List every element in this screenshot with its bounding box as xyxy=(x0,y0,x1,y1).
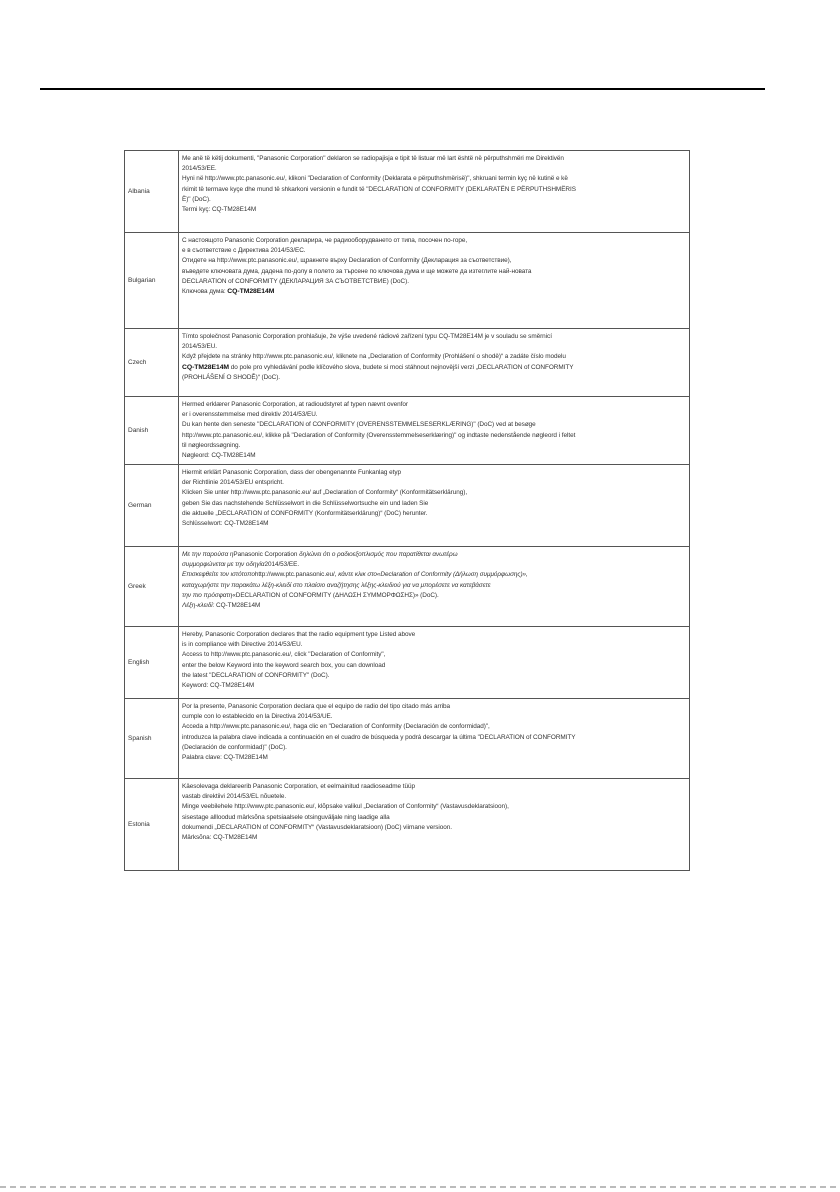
line-text: til nøgleordssøgning. xyxy=(182,441,241,449)
declaration-line xyxy=(182,185,685,195)
declaration-line xyxy=(182,722,685,732)
line-text: Me anë të këtij dokumenti, "Panasonic Corporation" deklaron se radiopajisja e tipit të listuar më lart është në përputhshmëri me Direktivën xyxy=(182,155,564,162)
line-text: Du kan hente den seneste "DECLARATION of CONFORMITY (OVERENSSTEMMELSESERKLÆRING)" (DoC) ved at besøge xyxy=(182,421,536,429)
declaration-line xyxy=(182,468,685,478)
declaration-line xyxy=(182,813,685,823)
line-text: Když přejdete na stránky http://www.ptc.panasonic.eu/, kliknete na „Declaration of Conformity (Prohlášení o shodě)“ a zadáte číslo modelu xyxy=(182,353,566,361)
language-row-spanish xyxy=(125,699,690,779)
declaration-line xyxy=(182,712,685,722)
declaration-line xyxy=(182,478,685,488)
line-text: DECLARATION of CONFORMITY (ДЕКЛАРАЦИЯ ЗА СЪОТВЕТСТВИЕ) (DoC). xyxy=(182,277,409,285)
language-row-bulgarian xyxy=(125,233,690,329)
declaration-line xyxy=(182,420,685,430)
line-text: Hermed erklærer Panasonic Corporation, at radioudstyret af typen nævnt ovenfor xyxy=(182,401,408,408)
line-text: Nøgleord: CQ-TM28E14M xyxy=(182,452,256,460)
line-text: Märksõna: CQ-TM28E14M xyxy=(182,834,258,842)
declaration-line xyxy=(182,823,685,833)
declaration-line xyxy=(182,792,685,802)
declaration-line xyxy=(182,661,685,671)
declaration-text xyxy=(179,329,690,397)
line-text: http://www.ptc.panasonic.eu/, klikke på "Declaration of Conformity (Overensstemmelseserklæring)" og indtaste nedenstående nøgleord i feltet xyxy=(182,431,576,439)
declaration-line xyxy=(182,671,685,681)
declaration-line xyxy=(182,743,685,753)
declaration-line xyxy=(182,267,685,277)
greek-italic-text: συμμορφώνεται με την οδηγία xyxy=(182,561,265,569)
line-text: Tímto společnost Panasonic Corporation prohlašuje, že výše uvedené rádiové zařízení typu CQ-TM28E14M je v souladu se směrnicí xyxy=(182,333,552,340)
language-label: Spanish xyxy=(125,699,179,779)
declaration-text xyxy=(179,779,690,871)
language-row-czech xyxy=(125,329,690,397)
language-row-german xyxy=(125,465,690,547)
line-text: geben Sie das nachstehende Schlüsselwort in die Schlüsselwortsuche ein und laden Sie xyxy=(182,499,429,507)
declaration-text xyxy=(179,627,690,699)
page-bottom-edge xyxy=(0,1186,840,1188)
line-text: vastab direktiivi 2014/53/EL nõuetele. xyxy=(182,793,287,801)
declaration-line xyxy=(182,509,685,519)
declaration-line xyxy=(182,277,685,287)
line-text: introduzca la palabra clave indicada a continuación en el cuadro de búsqueda y podrá descargar la última "DECLARATION of CONFORMITY xyxy=(182,733,576,741)
line-text: die aktuelle „DECLARATION of CONFORMITY (Konformitätserklärung)“ (DoC) herunter. xyxy=(182,509,428,517)
declaration-line xyxy=(182,782,685,792)
line-text: Panasonic Corporation xyxy=(233,551,300,558)
language-label: Estonia xyxy=(125,779,179,871)
language-row-greek xyxy=(125,547,690,627)
line-text: е в съответствие с Директива 2014/53/ЕС. xyxy=(182,247,306,255)
line-text: 2014/53/EU. xyxy=(182,343,217,351)
line-text: the latest "DECLARATION of CONFORMITY" (DoC). xyxy=(182,671,330,679)
line-text: Termi kyç: CQ-TM28E14M xyxy=(182,206,257,214)
declaration-line xyxy=(182,650,685,660)
line-text: въведете ключовата дума, дадена по-долу в полето за търсене по ключова дума и ще можете да изтеглите най-новата xyxy=(182,267,532,275)
language-label: Albania xyxy=(125,151,179,233)
declaration-text xyxy=(179,547,690,627)
declaration-text xyxy=(179,397,690,465)
declaration-line xyxy=(182,154,685,164)
keyword-bold: CQ-TM28E14M xyxy=(182,363,230,371)
line-text: Palabra clave: CQ-TM28E14M xyxy=(182,754,268,762)
line-text: er i overensstemmelse med direktiv 2014/53/EU. xyxy=(182,411,318,419)
declaration-text xyxy=(179,465,690,547)
declaration-line xyxy=(182,332,685,342)
greek-italic-text: Λέξη-κλειδί: xyxy=(182,602,215,610)
declaration-line xyxy=(182,174,685,184)
line-text: Hiermit erklärt Panasonic Corporation, dass der obengenannte Funkanlag etyp xyxy=(182,469,401,476)
line-text: (Declaración de conformidad)" (DoC). xyxy=(182,743,287,751)
line-text: dokumendi „DECLARATION of CONFORMITY“ (Vastavusdeklaratsioon) (DoC) viimane versioon. xyxy=(182,823,453,831)
language-row-albania xyxy=(125,151,690,233)
language-label: Bulgarian xyxy=(125,233,179,329)
language-label: English xyxy=(125,627,179,699)
line-text: Hyni në http://www.ptc.panasonic.eu/, klikoni "Declaration of Conformity (Deklarata e përputhshmërisë)", shkruani termin kyç në kutinë e kë xyxy=(182,175,568,183)
declaration-text xyxy=(179,699,690,779)
line-text: (PROHLÁŠENÍ O SHODĚ)“ (DoC). xyxy=(182,373,281,381)
declaration-line xyxy=(182,550,685,560)
line-text: Minge veebilehele http://www.ptc.panasonic.eu/, klõpsake valikul „Declaration of Conformity“ (Vastavusdeklaratsioon), xyxy=(182,803,509,811)
line-text: Klicken Sie unter http://www.ptc.panasonic.eu/ auf „Declaration of Conformity“ (Konformitätserklärung), xyxy=(182,489,468,497)
declaration-line xyxy=(182,570,685,580)
declaration-line xyxy=(182,601,685,611)
greek-italic-text: κάντε κλικ στο«Declaration of Conformity (Δήλωση συμμόρφωσης)», xyxy=(338,571,528,579)
line-text: «DECLARATION of CONFORMITY (ΔΗΛΩΣΗ ΣΥΜΜΟΡΦΩΣΗΣ)» (DoC). xyxy=(232,591,439,599)
header-rule xyxy=(40,88,765,90)
declaration-line xyxy=(182,733,685,743)
line-text: http://www.ptc.panasonic.eu/, xyxy=(254,571,339,579)
declaration-line xyxy=(182,488,685,498)
declaration-line xyxy=(182,256,685,266)
line-text: 2014/53/EE. xyxy=(182,165,217,173)
declaration-line xyxy=(182,236,685,246)
declaration-line xyxy=(182,352,685,362)
declaration-line xyxy=(182,681,685,691)
declaration-line xyxy=(182,591,685,601)
greek-italic-text: Επισκεφθείτε τον ιστότοπο xyxy=(182,571,255,579)
declaration-line xyxy=(182,205,685,215)
line-text: CQ-TM28E14M xyxy=(214,602,261,610)
line-text: Käesolevaga deklareerib Panasonic Corporation, et eelmainitud raadioseadme tüüp xyxy=(182,783,416,790)
declaration-line xyxy=(182,342,685,352)
declaration-line xyxy=(182,363,685,373)
declaration-line xyxy=(182,630,685,640)
declaration-line xyxy=(182,640,685,650)
declaration-text xyxy=(179,151,690,233)
declaration-line xyxy=(182,287,685,297)
line-text: Acceda a http://www.ptc.panasonic.eu/, haga clic en "Declaration of Conformity (Declaración de conformidad)", xyxy=(182,723,490,731)
line-text: der Richtlinie 2014/53/EU entspricht. xyxy=(182,479,284,487)
keyword-bold: CQ-TM28E14M xyxy=(227,288,275,296)
language-label: Greek xyxy=(125,547,179,627)
line-text: Ключова дума: xyxy=(182,288,228,296)
line-text: Keyword: CQ-TM28E14M xyxy=(182,682,255,690)
declaration-line xyxy=(182,753,685,763)
line-text: is in compliance with Directive 2014/53/EU. xyxy=(182,641,303,649)
declaration-line xyxy=(182,451,685,461)
greek-italic-text: Με την παρούσα η xyxy=(182,551,234,558)
declaration-line xyxy=(182,560,685,570)
declaration-line xyxy=(182,164,685,174)
declaration-line xyxy=(182,373,685,383)
language-label: Danish xyxy=(125,397,179,465)
line-text: Отидете на http://www.ptc.panasonic.eu/, щракнете върху Declaration of Conformity (Декларация за съответствие), xyxy=(182,257,512,265)
declaration-line xyxy=(182,400,685,410)
declaration-line xyxy=(182,581,685,591)
greek-italic-text: την πιο πρόσφατη xyxy=(182,591,233,599)
language-label: German xyxy=(125,465,179,547)
greek-italic-text: δηλώνει ότι ο ραδιοεξοπλισμός που παρατίθεται ανωτέρω xyxy=(299,551,458,558)
line-text: С настоящото Panasonic Corporation декларира, че радиооборудването от типа, посочен по-горе, xyxy=(182,237,468,244)
declaration-line xyxy=(182,431,685,441)
language-row-english xyxy=(125,627,690,699)
line-text: enter the below Keyword into the keyword search box, you can download xyxy=(182,661,386,669)
declaration-text xyxy=(179,233,690,329)
language-row-estonia xyxy=(125,779,690,871)
declaration-line xyxy=(182,702,685,712)
declaration-line xyxy=(182,441,685,451)
language-row-danish xyxy=(125,397,690,465)
declaration-line xyxy=(182,195,685,205)
line-text: rkimit të termave kyçe dhe mund të shkarkoni versionin e fundit të "DECLARATION of CONFORMITY (DEKLARATËN E PËRPUTHSHMËRIS xyxy=(182,185,576,193)
declaration-line xyxy=(182,499,685,509)
line-text: Schlüsselwort: CQ-TM28E14M xyxy=(182,520,269,528)
greek-italic-text: καταχωρήστε την παρακάτω λέξη-κλειδί στο πλαίσιο αναζήτησης λέξης-κλειδιού για να μπορέσετε να κατεβάσετε xyxy=(182,581,491,589)
line-text: 2014/53/ΕΕ. xyxy=(264,561,300,569)
line-text: Ë)" (DoC). xyxy=(182,195,211,203)
declaration-table xyxy=(124,150,690,871)
language-label: Czech xyxy=(125,329,179,397)
line-text: do pole pro vyhledávání podle klíčového slova, budete si moci stáhnout nejnovější verzi „DECLARATION of CONFORMITY xyxy=(229,363,574,371)
declaration-line xyxy=(182,410,685,420)
line-text: Por la presente, Panasonic Corporation declara que el equipo de radio del tipo citado más arriba xyxy=(182,703,451,710)
declaration-line xyxy=(182,802,685,812)
line-text: Hereby, Panasonic Corporation declares that the radio equipment type Listed above xyxy=(182,631,416,638)
line-text: cumple con lo establecido en la Directiva 2014/53/UE. xyxy=(182,713,333,721)
declaration-line xyxy=(182,246,685,256)
declaration-line xyxy=(182,519,685,529)
declaration-line xyxy=(182,833,685,843)
line-text: Access to http://www.ptc.panasonic.eu/, click "Declaration of Conformity", xyxy=(182,651,386,659)
line-text: sisestage allloodud märksõna spetsiaalsele otsinguväljale ning laadige alla xyxy=(182,813,390,821)
